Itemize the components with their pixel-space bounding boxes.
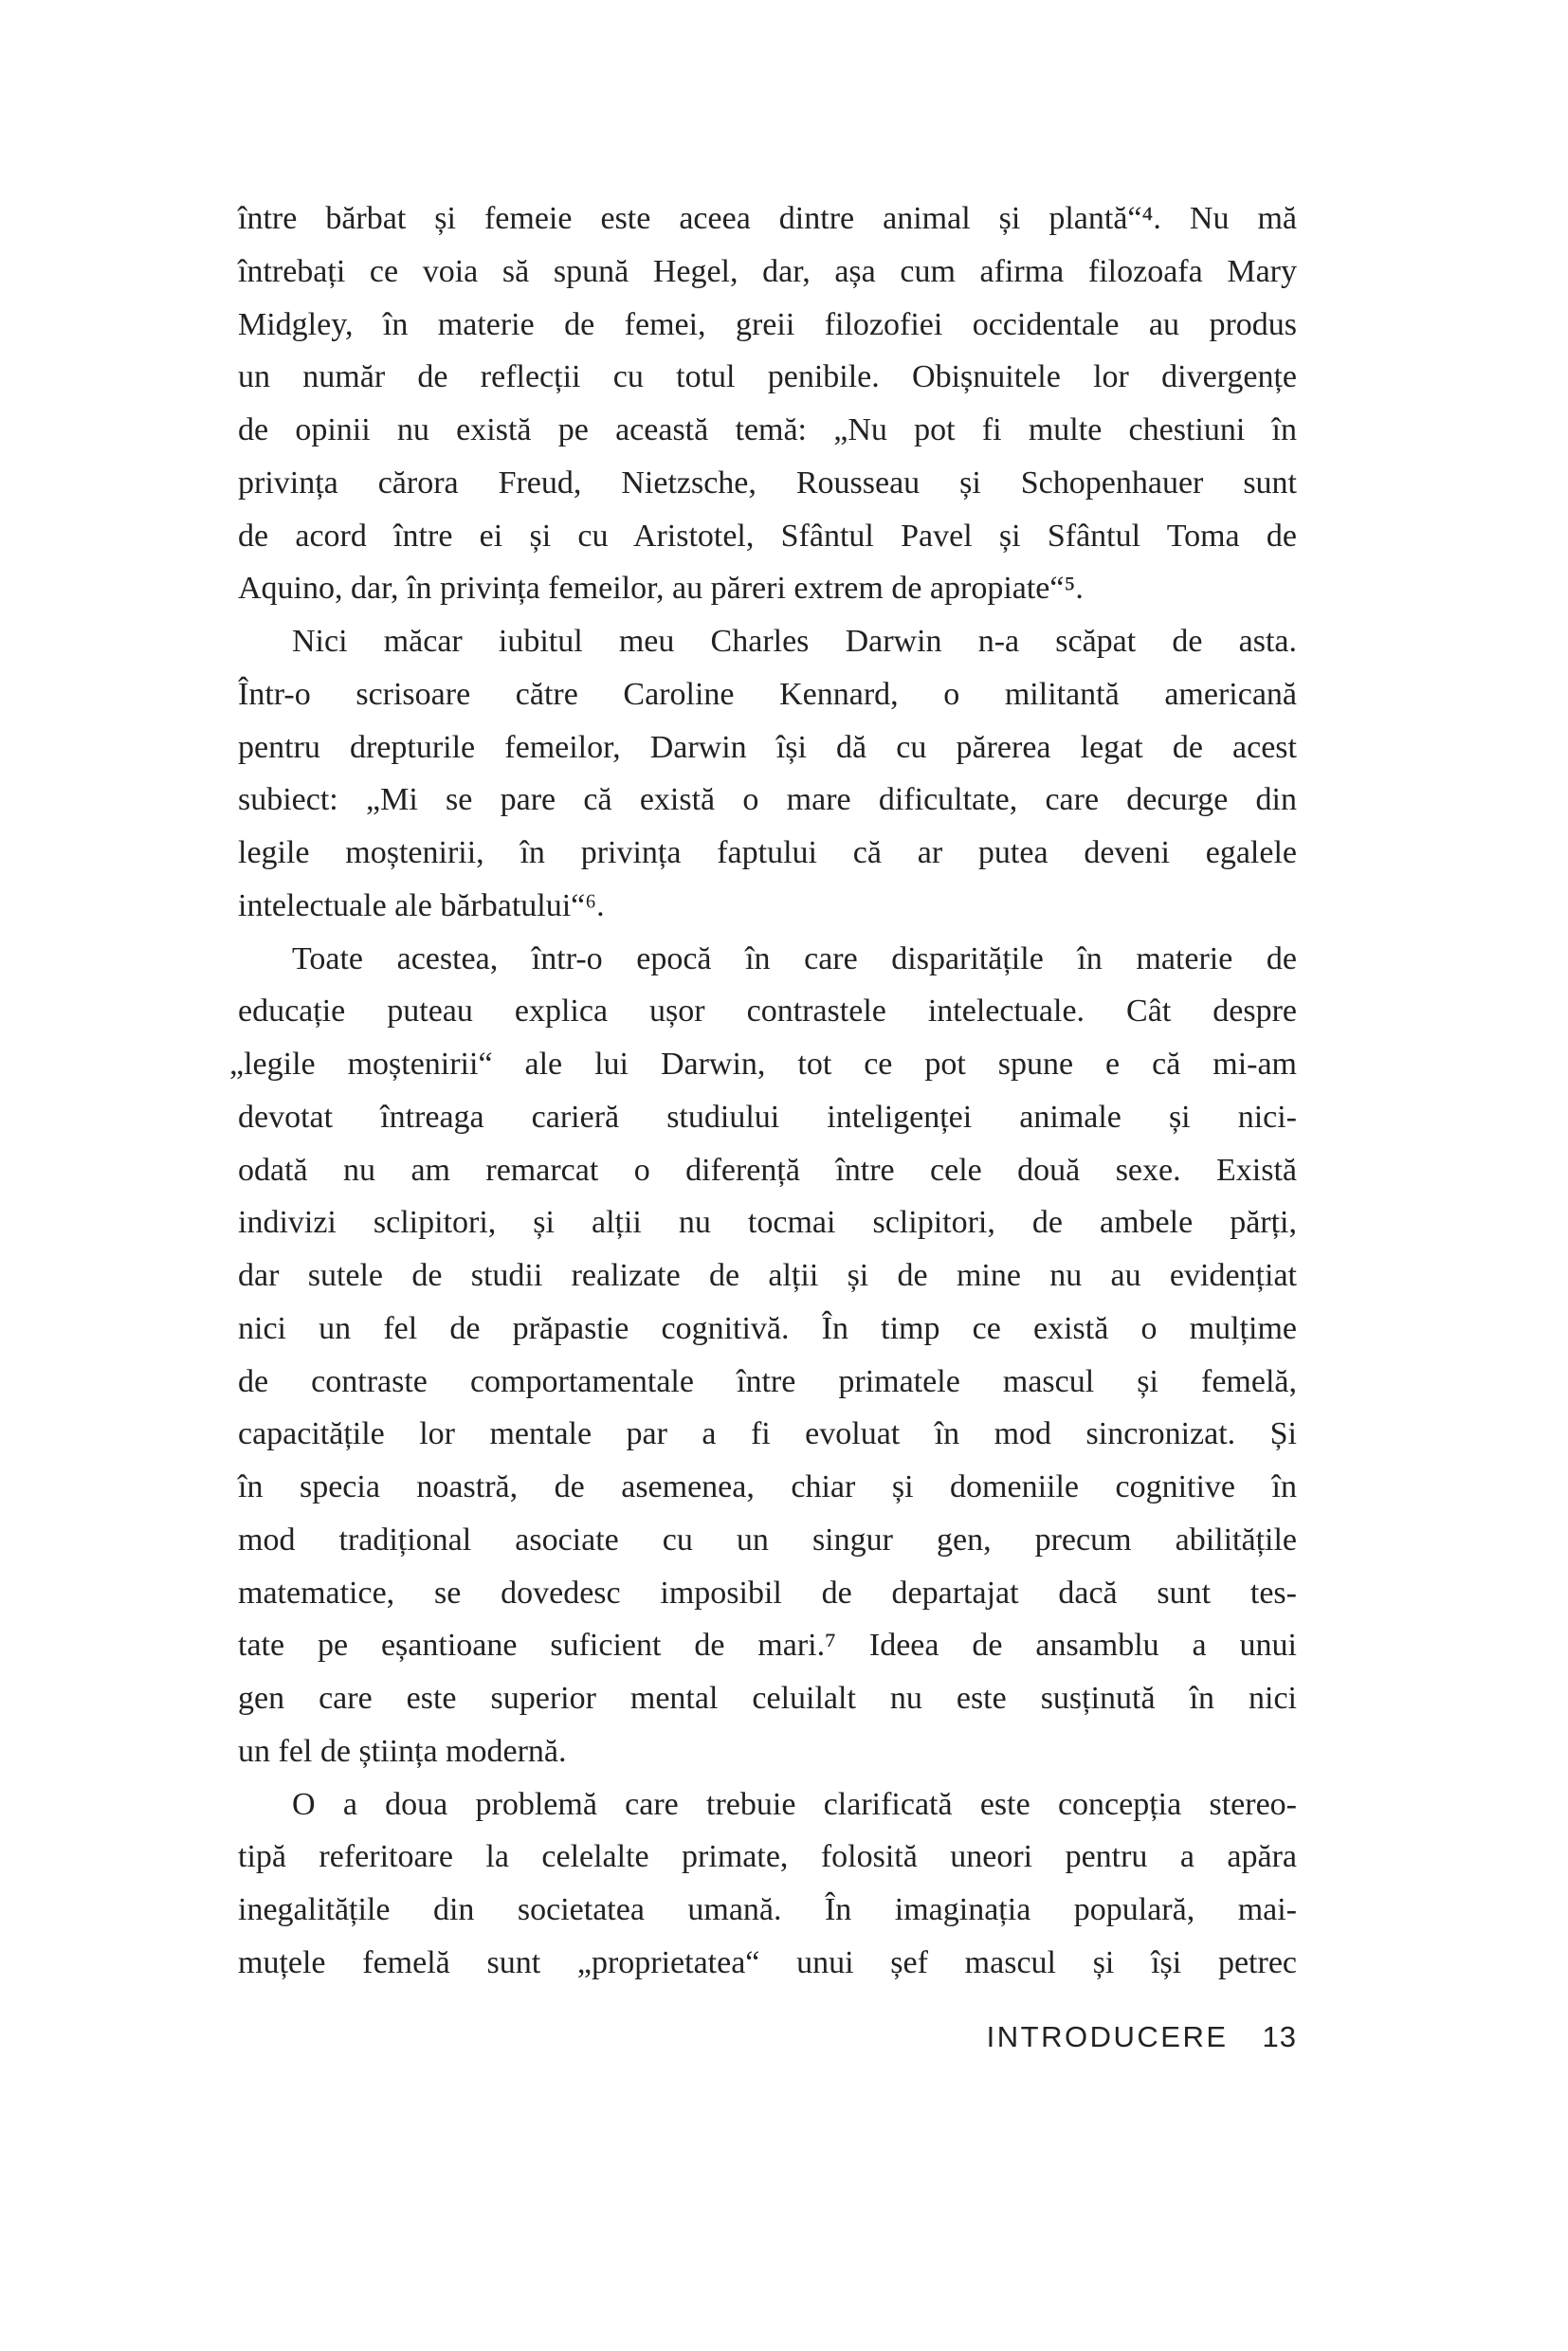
- paragraph-primate-stereotypes: [238, 1778, 1297, 1990]
- text-line: privința cărora Freud, Nietzsche, Rousseau și Schopenhauer sunt: [238, 465, 1297, 501]
- text-line: devotat întreaga carieră studiului inteligenței animale și nici-: [238, 1099, 1297, 1135]
- text-line: de contraste comportamentale între primatele mascul și femelă,: [238, 1363, 1297, 1399]
- text-line: indivizi sclipitori, și alții nu tocmai sclipitori, de ambele părți,: [238, 1205, 1297, 1241]
- text-line: capacitățile lor mentale par a fi evoluat în mod sincronizat. Și: [238, 1416, 1297, 1452]
- text-line: matematice, se dovedesc imposibil de departajat dacă sunt tes-: [238, 1575, 1297, 1611]
- paragraph-cognitive-differences: [229, 933, 1297, 1778]
- text-line: tate pe eșantioane suficient de mari.⁷ Ideea de ansamblu a unui: [238, 1628, 1297, 1664]
- text-line: „legile moștenirii“ ale lui Darwin, tot ce pot spune e că mi-am: [229, 1047, 1297, 1082]
- text-line: legile moștenirii, în privința faptului că ar putea deveni egalele: [238, 835, 1297, 870]
- text-line: muțele femelă sunt „proprietatea“ unui șef mascul și își petrec: [238, 1944, 1297, 1980]
- paragraph-hegel-midgley: [238, 192, 1297, 615]
- text-line: mod tradițional asociate cu un singur gen, precum abilitățile: [238, 1522, 1297, 1558]
- text-line: inegalitățile din societatea umană. În imaginația populară, mai-: [238, 1892, 1297, 1927]
- body-text: [229, 192, 1297, 1990]
- page-footer: [987, 2018, 1297, 2056]
- text-line: un fel de știința modernă.: [238, 1733, 567, 1769]
- text-line: Într-o scrisoare către Caroline Kennard, o militantă americană: [238, 676, 1297, 712]
- text-line: educație puteau explica ușor contrastele intelectuale. Cât despre: [238, 993, 1297, 1030]
- text-line: intelectuale ale bărbatului“⁶.: [238, 887, 605, 923]
- running-head: INTRODUCERE: [986, 2020, 1229, 2053]
- text-line: de opinii nu există pe această temă: „Nu pot fi multe chestiuni în: [238, 412, 1297, 447]
- text-line: dar sutele de studii realizate de alții și de mine nu au evidențiat: [238, 1258, 1297, 1293]
- text-line: de acord între ei și cu Aristotel, Sfântul Pavel și Sfântul Toma de: [238, 518, 1297, 554]
- text-line: Aquino, dar, în privința femeilor, au păreri extrem de apropiate“⁵.: [238, 571, 1084, 607]
- text-line: între bărbat și femeie este aceea dintre animal și plantă“⁴. Nu mă: [238, 201, 1297, 236]
- text-line: pentru drepturile femeilor, Darwin își dă cu părerea legat de acest: [238, 729, 1297, 765]
- text-line: subiect: „Mi se pare că există o mare dificultate, care decurge din: [238, 782, 1297, 818]
- text-line: în specia noastră, de asemenea, chiar și domeniile cognitive în: [238, 1469, 1297, 1504]
- text-line: odată nu am remarcat o diferență între cele două sexe. Există: [238, 1152, 1297, 1188]
- text-line: tipă referitoare la celelalte primate, folosită uneori pentru a apăra: [238, 1839, 1297, 1875]
- text-line: Midgley, în materie de femei, greii filozofiei occidentale au produs: [238, 306, 1297, 342]
- text-line: gen care este superior mental celuilalt nu este susținută în nici: [238, 1681, 1297, 1716]
- paragraph-darwin: [238, 615, 1297, 933]
- text-line: întrebați ce voia să spună Hegel, dar, așa cum afirma filozoafa Mary: [238, 253, 1297, 289]
- text-line: Nici măcar iubitul meu Charles Darwin n-a scăpat de asta.: [292, 624, 1297, 659]
- text-line: O a doua problemă care trebuie clarificată este concepția stereo-: [292, 1786, 1297, 1822]
- text-line: un număr de reflecții cu totul penibile. Obișnuitele lor divergențe: [238, 359, 1297, 395]
- text-line: nici un fel de prăpastie cognitivă. În timp ce există o mulțime: [238, 1310, 1297, 1346]
- text-line: Toate acestea, într-o epocă în care disparitățile în materie de: [292, 940, 1297, 976]
- page-number: 13: [1262, 2020, 1297, 2053]
